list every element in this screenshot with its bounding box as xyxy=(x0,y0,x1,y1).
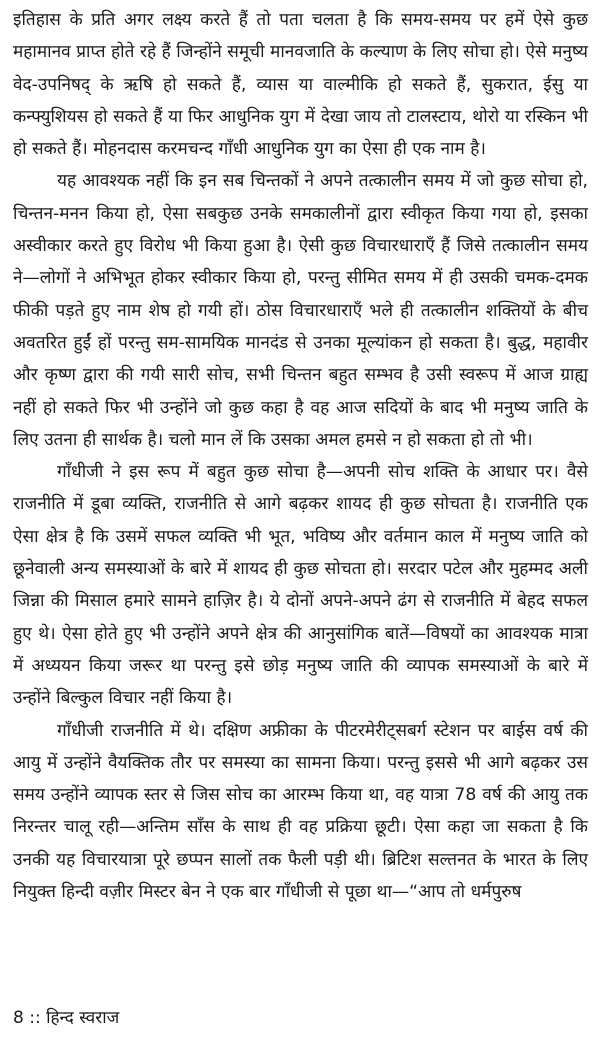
paragraph-1: इतिहास के प्रति अगर लक्ष्य करते हैं तो पता चलता है कि समय-समय पर हमें ऐसे कुछ महामानव प्राप्त होते रहे हैं जिन्होंने समूची मानवजाति के कल्याण के लिए सोचा हो। ऐसे मनुष्य वेद-उपनिषद् के ऋषि हो सकते हैं, व्यास या वाल्मीकि हो सकते हैं, सुकरात, ईसु या कन्फ्युशियस हो सकते हैं या फिर आधुनिक युग में देखा जाय तो टालस्टाय, थोरो या रस्किन भी हो सकते हैं। मोहनदास करमचन्द गाँधी आधुनिक युग का ऐसा ही एक नाम है। xyxy=(13,10,588,160)
paragraph-3: गाँधीजी ने इस रूप में बहुत कुछ सोचा है—अपनी सोच शक्ति के आधार पर। वैसे राजनीति में डूबा व्यक्ति, राजनीति से आगे बढ़कर शायद ही कुछ सोचता है। राजनीति एक ऐसा क्षेत्र है कि उसमें सफल व्यक्ति भी भूत, भविष्य और वर्तमान काल में मनुष्य जाति को छूनेवाली अन्य समस्याओं के बारे में शायद ही कुछ सोचता हो। सरदार पटेल और मुहम्मद अली जिन्ना की मिसाल हमारे सामने हाज़िर है। ये दोनों अपने-अपने ढंग से राजनीति में बेहद सफल हुए थे। ऐसा होते हुए भी उन्होंने अपने क्षेत्र की आनुसांगिक बातें—विषयों का आवश्यक मात्रा में अध्ययन किया जरूर था परन्तु इसे छोड़ मनुष्य जाति की व्यापक समस्याओं के बारे में उन्होंने बिल्कुल विचार नहीं किया है। xyxy=(13,462,588,709)
paragraph-4: गाँधीजी राजनीति में थे। दक्षिण अफ्रीका के पीटरमेरीट्सबर्ग स्टेशन पर बाईस वर्ष की आयु में उन्होंने वैयक्तिक तौर पर समस्या का सामना किया। परन्तु इससे भी आगे बढ़कर उस समय उन्होंने व्यापक स्तर से जिस सोच का आरम्भ किया था, वह यात्रा 78 वर्ष की आयु तक निरन्तर चालू रही—अन्तिम साँस के साथ ही वह प्रक्रिया छूटी। ऐसा कहा जा सकता है कि उनकी यह विचारयात्रा पूरे छप्पन सालों तक फैली पड़ी थी। ब्रिटिश सल्तनत के भारत के लिए नियुक्त हिन्दी वज़ीर मिस्टर बेन ने एक बार गाँधीजी से पूछा था—“आप तो धर्मपुरुष xyxy=(13,720,588,903)
paragraph-2: यह आवश्यक नहीं कि इन सब चिन्तकों ने अपने तत्कालीन समय में जो कुछ सोचा हो, चिन्तन-मनन किया हो, ऐसा सबकुछ उनके समकालीनों द्वारा स्वीकृत किया गया हो, इसका अस्वीकार करते हुए विरोध भी किया हुआ है। ऐसी कुछ विचारधाराएँ हैं जिसे तत्कालीन समय ने—लोगों ने अभिभूत होकर स्वीकार किया हो, परन्तु सीमित समय में ही उसकी चमक-दमक फीकी पड़ते हुए नाम शेष हो गयी हों। ठोस विचारधाराएँ भले ही तत्कालीन शक्तियों के बीच अवतरित हुईं हों परन्तु सम-सामयिक मानदंड से उनका मूल्यांकन हो सकता है। बुद्ध, महावीर और कृष्ण द्वारा की गयी सारी सोच, सभी चिन्तन बहुत सम्भव है उसी स्वरूप में आज ग्राह्य नहीं हो सकते फिर भी उन्होंने जो कुछ कहा है वह आज सदियों के बाद भी मनुष्य जाति के लिए उतना ही सार्थक है। चलो मान लें कि उसका अमल हमसे न हो सकता हो तो भी। xyxy=(13,171,588,450)
page-footer: 8 :: हिन्द स्वराज xyxy=(13,1008,120,1028)
